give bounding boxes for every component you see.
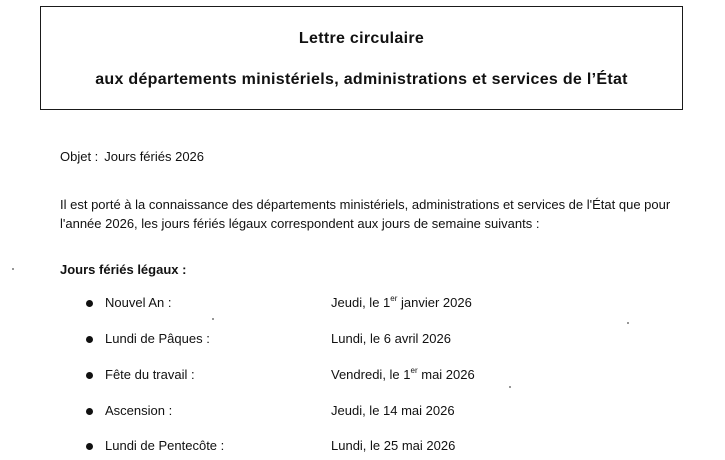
holiday-row <box>0 403 725 423</box>
intro-paragraph: Il est porté à la connaissance des départements ministériels, administrations et services de l'État que pour l'année 2026, les jours fériés légaux correspondent aux jours de semaine suivants : <box>60 197 671 231</box>
subject-label: Objet : <box>60 149 99 164</box>
holiday-date: Lundi, le 25 mai 2026 <box>331 438 456 453</box>
bullet-icon <box>86 300 93 307</box>
holiday-row <box>0 367 725 387</box>
holiday-row <box>0 438 725 458</box>
scan-speck <box>627 322 629 324</box>
subject-value: Jours fériés 2026 <box>104 149 205 164</box>
bullet-icon <box>86 336 93 343</box>
holiday-name: Nouvel An : <box>105 295 172 310</box>
holiday-name: Fête du travail : <box>105 367 195 382</box>
header-subtitle: aux départements ministériels, administrations et services de l’État <box>95 71 628 88</box>
section-heading: Jours fériés légaux : <box>60 262 187 277</box>
holiday-row <box>0 331 725 351</box>
header-box <box>40 6 683 110</box>
holiday-date: Jeudi, le 1er janvier 2026 <box>331 294 472 310</box>
holiday-name: Lundi de Pentecôte : <box>105 438 225 453</box>
holiday-date: Vendredi, le 1er mai 2026 <box>331 366 475 382</box>
subject-line <box>60 149 204 164</box>
holiday-date: Lundi, le 6 avril 2026 <box>331 331 451 346</box>
bullet-icon <box>86 408 93 415</box>
bullet-icon <box>86 443 93 450</box>
holiday-date: Jeudi, le 14 mai 2026 <box>331 403 455 418</box>
scan-speck <box>212 318 214 320</box>
holiday-name: Lundi de Pâques : <box>105 331 210 346</box>
scan-speck <box>12 268 14 270</box>
holiday-row <box>0 295 725 315</box>
bullet-icon <box>86 372 93 379</box>
holiday-name: Ascension : <box>105 403 173 418</box>
header-title: Lettre circulaire <box>298 30 425 47</box>
scan-speck <box>509 386 511 388</box>
